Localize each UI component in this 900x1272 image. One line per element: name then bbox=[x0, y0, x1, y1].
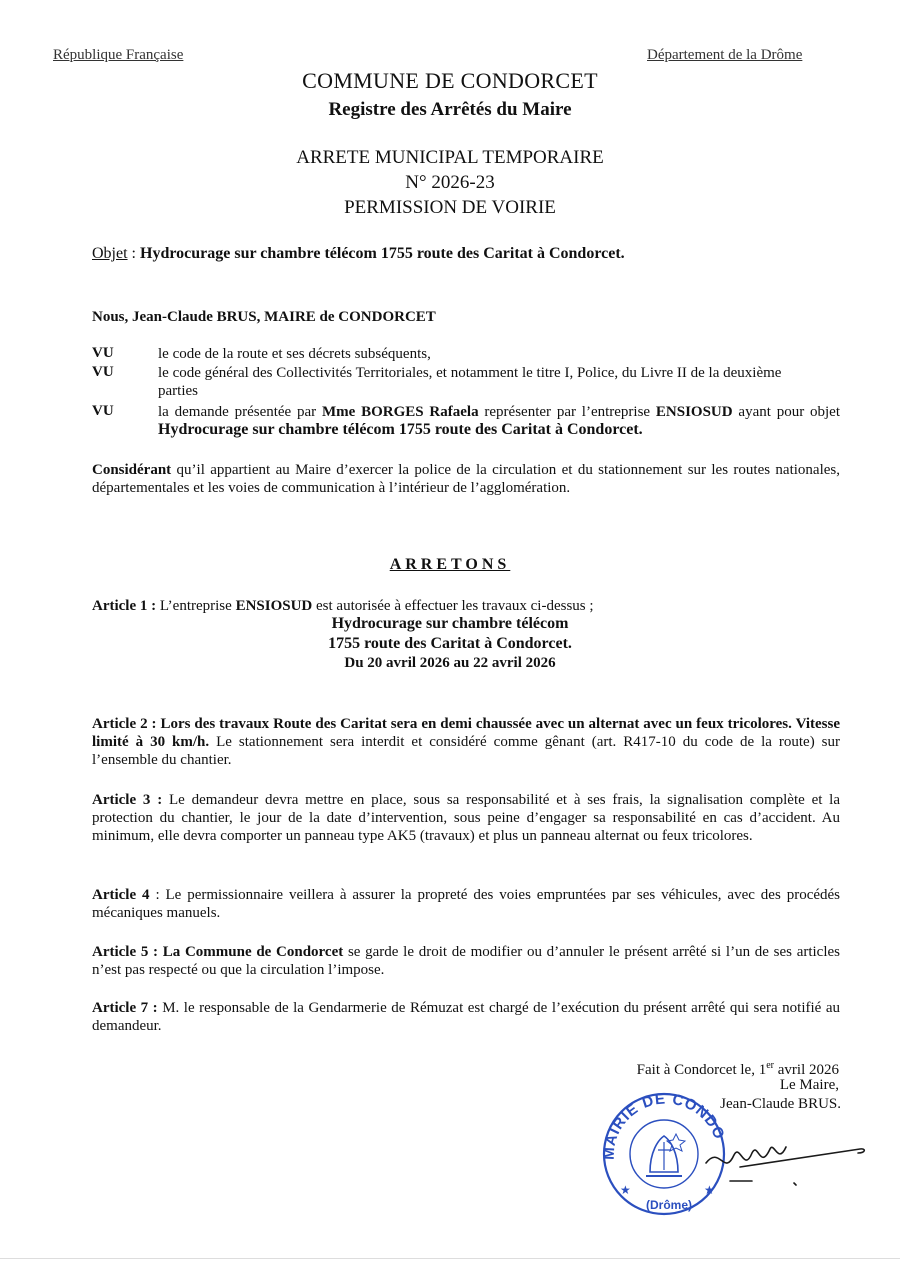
republique-francaise: République Française bbox=[53, 47, 184, 63]
vu3-c: représenter par l’entreprise bbox=[478, 404, 656, 420]
vu-label-1: VU bbox=[92, 345, 114, 361]
vu3-company: ENSIOSUD bbox=[655, 404, 733, 420]
le-maire: Le Maire, bbox=[779, 1077, 839, 1093]
registre-title: Registre des Arrêtés du Maire bbox=[328, 99, 572, 120]
vu3-object: Hydrocurage sur chambre télécom 1755 route des Caritat à Condorcet. bbox=[158, 421, 643, 438]
vu3-e: ayant pour objet bbox=[732, 404, 841, 420]
article-4-label: Article 4 bbox=[92, 887, 150, 903]
objet-sep: : bbox=[127, 245, 140, 262]
objet-label: Objet bbox=[92, 245, 128, 262]
considerant-text: qu’il appartient au Maire d’exercer la police de la circulation et du stationnement sur les routes nationales, départementales et les voies de communication à l’intérieur de l’agglomération. bbox=[92, 462, 840, 496]
nous-line: Nous, Jean-Claude BRUS, MAIRE de CONDORCET bbox=[92, 309, 436, 325]
article-1-company: ENSIOSUD bbox=[235, 598, 313, 614]
considerant-paragraph bbox=[92, 461, 840, 497]
article-4 bbox=[92, 886, 840, 922]
considerant-label: Considérant bbox=[92, 462, 172, 478]
article-1-line2: 1755 route des Caritat à Condorcet. bbox=[328, 635, 572, 652]
svg-text:★: ★ bbox=[704, 1183, 715, 1197]
stamp-text-top: MAIRIE DE CONDO bbox=[600, 1090, 728, 1161]
article-7-label: Article 7 : bbox=[92, 1000, 158, 1016]
article-1-line1: Hydrocurage sur chambre télécom bbox=[331, 615, 569, 632]
article-1-line3: Du 20 avril 2026 au 22 avril 2026 bbox=[344, 655, 556, 671]
article-1-label: Article 1 : bbox=[92, 598, 157, 614]
article-2-text: Le stationnement sera interdit et considéré comme gênant (art. R417-10 du code de la route) sur l’ensemble du chantier. bbox=[92, 734, 840, 768]
maire-name: Jean-Claude BRUS. bbox=[720, 1096, 841, 1112]
article-2-bold: Article 2 : Lors des travaux Route des Caritat sera en demi chaussée avec un alternat avec un feux tricolores. Vitesse limité à 30 km/h. bbox=[92, 716, 840, 750]
fait-a-date: avril 2026 bbox=[774, 1062, 839, 1078]
arretons-heading: ARRETONS bbox=[389, 556, 511, 573]
article-3 bbox=[92, 791, 840, 845]
page-bottom-rule bbox=[0, 1258, 900, 1259]
objet-line bbox=[92, 245, 625, 263]
vu3-requester: Mme BORGES Rafaela bbox=[321, 404, 479, 420]
objet-text: Hydrocurage sur chambre télécom 1755 route des Caritat à Condorcet. bbox=[140, 245, 625, 262]
permission-voirie: PERMISSION DE VOIRIE bbox=[344, 197, 556, 218]
departement-drome: Département de la Drôme bbox=[647, 47, 803, 63]
vu-item-3 bbox=[158, 403, 840, 439]
signature-scribble-icon bbox=[700, 1115, 870, 1195]
fait-a-sup: er bbox=[766, 1060, 774, 1071]
vu-item-1: le code de la route et ses décrets subséquents, bbox=[158, 346, 431, 362]
article-5-label: Article 5 : La Commune de Condorcet bbox=[92, 944, 344, 960]
vu-label-3: VU bbox=[92, 403, 114, 419]
svg-text:★: ★ bbox=[620, 1183, 631, 1197]
article-7 bbox=[92, 999, 840, 1035]
article-3-text: Le demandeur devra mettre en place, sous sa responsabilité et à ses frais, la signalisation complète et la protection du chantier, le jour de la date d’intervention, sous peine d’engager sa responsabilité en cas d’accident. Au minimum, elle devra comporter un panneau type AK5 (travaux) et plus un panneau alternat ou feux tricolores. bbox=[92, 792, 841, 844]
stamp-text-bottom: (Drôme) bbox=[646, 1198, 693, 1212]
article-7-text: M. le responsable de la Gendarmerie de Rémuzat est chargé de l’exécution du présent arrêté qui sera notifié au demandeur. bbox=[92, 1000, 840, 1034]
vu-item-2: le code général des Collectivités Territoriales, et notamment le titre I, Police, du Livre II de la deuxième parties bbox=[158, 365, 782, 399]
article-1-text-a: L’entreprise bbox=[156, 598, 236, 614]
article-3-label: Article 3 : bbox=[92, 792, 163, 808]
article-5-text: se garde le droit de modifier ou d’annuler le présent arrêté si l’un de ses articles n’est pas respecté ou que la circulation l’impose. bbox=[92, 944, 841, 978]
article-5 bbox=[92, 943, 840, 979]
commune-title: COMMUNE DE CONDORCET bbox=[302, 68, 598, 93]
article-1-text-c: est autorisée à effectuer les travaux ci-dessus ; bbox=[312, 598, 594, 614]
arrete-numero: N° 2026-23 bbox=[405, 172, 495, 193]
fait-a-text: Fait à Condorcet le, 1 bbox=[636, 1062, 767, 1078]
vu3-a: la demande présentée par bbox=[158, 404, 322, 420]
article-2 bbox=[92, 715, 840, 769]
vu-label-2: VU bbox=[92, 364, 114, 380]
article-4-text: : Le permissionnaire veillera à assurer la propreté des voies empruntées par ses véhicules, avec des procédés mécaniques manuels. bbox=[92, 887, 841, 921]
arrete-type: ARRETE MUNICIPAL TEMPORAIRE bbox=[296, 147, 604, 168]
article-1 bbox=[92, 597, 594, 615]
